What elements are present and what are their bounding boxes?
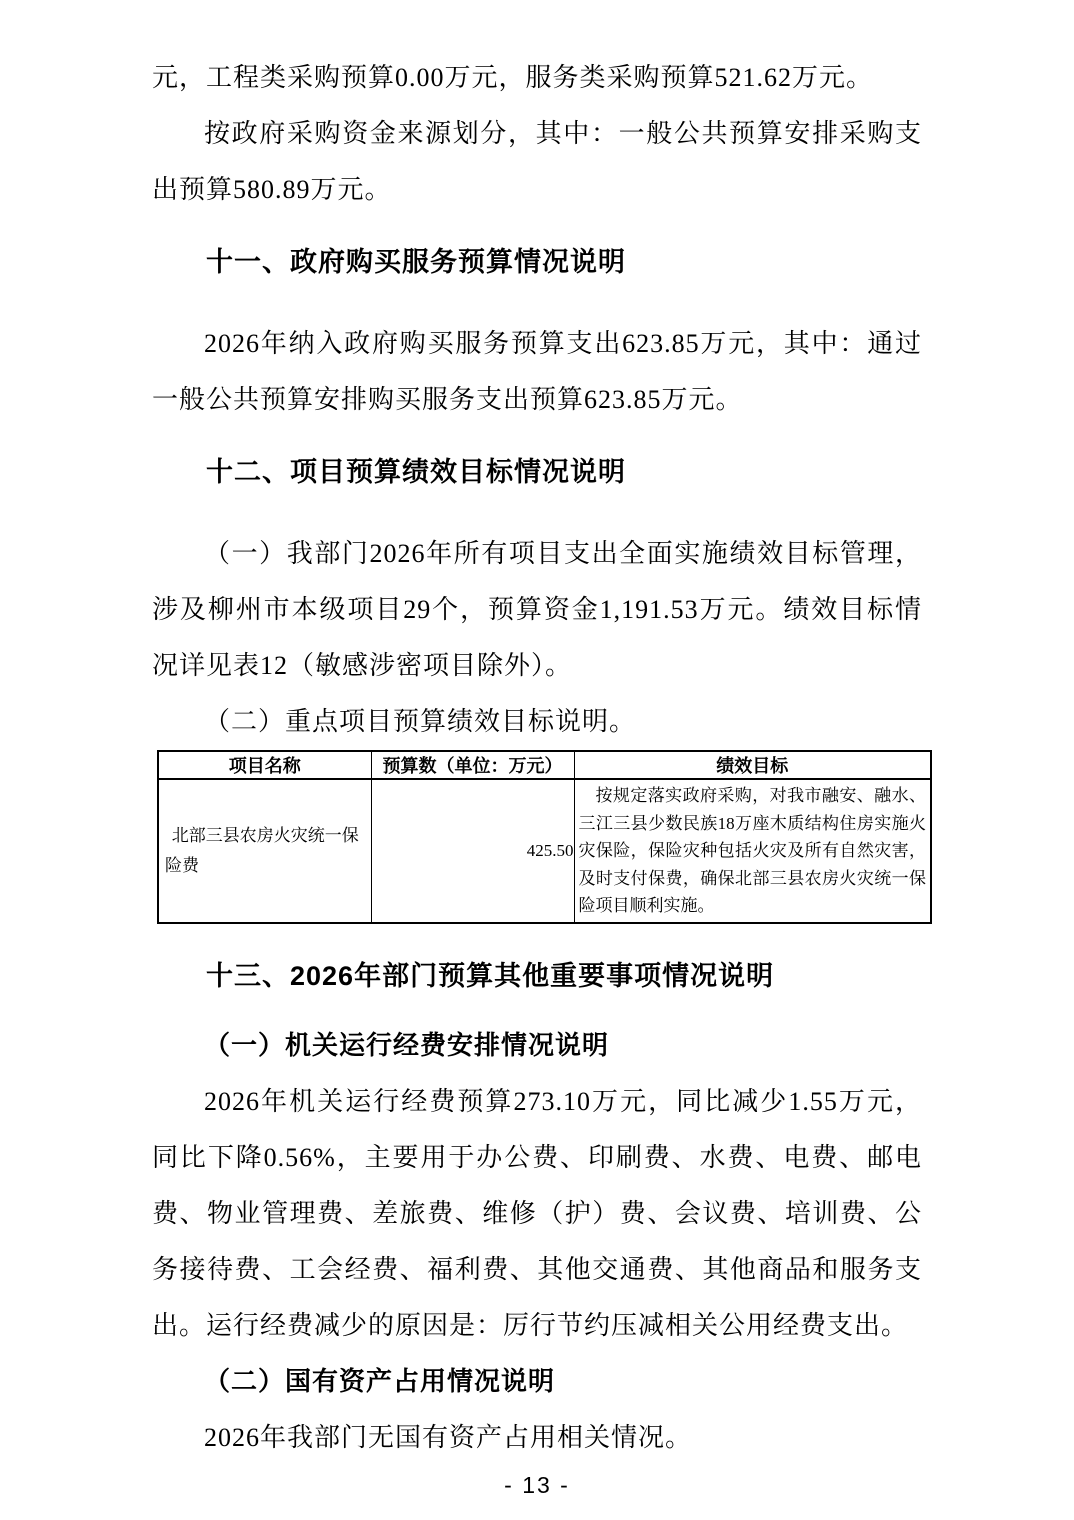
table-header-budget: 预算数（单位：万元） bbox=[371, 751, 574, 779]
page-number: - 13 - bbox=[504, 1472, 570, 1498]
table-cell-performance-goal: 按规定落实政府采购，对我市融安、融水、三江三县少数民族18万座木质结构住房实施火灾保险，保险灾种包括火灾及所有自然灾害，及时支付保费，确保北部三县农房火灾统一保险项目顺利实施。 bbox=[574, 779, 931, 923]
paragraph-section-12-item-1: （一）我部门2026年所有项目支出全面实施绩效目标管理，涉及柳州市本级项目29个，预算资金1,191.53万元。绩效目标情况详见表12（敏感涉密项目除外）。 bbox=[152, 539, 922, 680]
document-content bbox=[152, 50, 926, 1466]
paragraph-state-assets: 2026年我部门无国有资产占用相关情况。 bbox=[204, 1423, 693, 1452]
section-13-sub-1-heading: （一）机关运行经费安排情况说明 bbox=[204, 1031, 610, 1060]
paragraph-section-12-item-2: （二）重点项目预算绩效目标说明。 bbox=[204, 707, 637, 736]
performance-goal-table bbox=[157, 750, 932, 924]
table-header-row bbox=[158, 751, 931, 779]
table-header-performance-goal: 绩效目标 bbox=[574, 751, 931, 779]
section-12-heading: 十二、项目预算绩效目标情况说明 bbox=[206, 457, 626, 487]
table-header-project-name: 项目名称 bbox=[158, 751, 371, 779]
paragraph-funding-source: 按政府采购资金来源划分，其中：一般公共预算安排采购支出预算580.89万元。 bbox=[152, 119, 922, 204]
section-13-heading: 十三、2026年部门预算其他重要事项情况说明 bbox=[206, 961, 775, 991]
paragraph-section-11-body: 2026年纳入政府购买服务预算支出623.85万元，其中：通过一般公共预算安排购买服务支出预算623.85万元。 bbox=[152, 329, 922, 414]
paragraph-operating-expenses: 2026年机关运行经费预算273.10万元，同比减少1.55万元，同比下降0.56%，主要用于办公费、印刷费、水费、电费、邮电费、物业管理费、差旅费、维修（护）费、会议费、培训费、公务接待费、工会经费、福利费、其他交通费、其他商品和服务支出。运行经费减少的原因是：厉行节约压减相关公用经费支出。 bbox=[152, 1087, 922, 1340]
table-cell-budget: 425.50 bbox=[371, 779, 574, 923]
paragraph-procurement-continuation: 元，工程类采购预算0.00万元，服务类采购预算521.62万元。 bbox=[152, 63, 874, 92]
table-cell-project-name: 北部三县农房火灾统一保险费 bbox=[158, 779, 371, 923]
section-13-sub-2-heading: （二）国有资产占用情况说明 bbox=[204, 1367, 556, 1396]
table-row bbox=[158, 779, 931, 923]
section-11-heading: 十一、政府购买服务预算情况说明 bbox=[206, 247, 626, 277]
